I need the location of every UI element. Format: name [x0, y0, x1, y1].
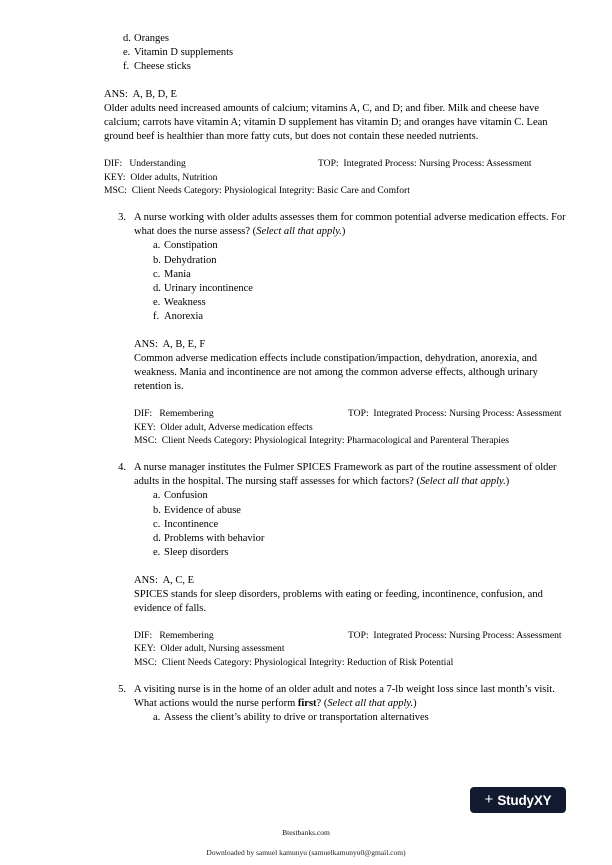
option-text: Cheese sticks — [134, 61, 191, 73]
metadata-msc-value: Client Needs Category: Physiological Integrity: Pharmacological and Parenteral Therapies — [161, 434, 509, 446]
metadata-row-key — [134, 642, 566, 655]
question-number: 4. — [118, 462, 126, 474]
option-letter: a. — [153, 712, 161, 724]
rationale-q3: Common adverse medication effects include constipation/impaction, dehydration, anorexia, and weakness. Mania and incontinence are not among the common adverse effects, although urinary retention is. — [134, 352, 541, 393]
metadata-row-msc — [134, 656, 566, 669]
question-stem-bold: first — [297, 697, 317, 709]
option-list-q3 — [134, 239, 566, 324]
metadata-block-q2 — [104, 157, 566, 197]
studyxy-label: StudyXY — [497, 792, 552, 808]
option-letter: e. — [123, 47, 131, 59]
list-item — [134, 268, 566, 282]
metadata-block-q4 — [134, 629, 566, 669]
metadata-dif-value: Remembering — [159, 630, 214, 642]
question-stem — [134, 211, 566, 239]
question-stem-text: A nurse manager institutes the Fulmer SPICES Framework as part of the routine assessment of older adults in the hospital. The nursing staff assesses for which factors? ( — [134, 462, 557, 488]
option-letter: b. — [153, 254, 161, 266]
metadata-dif: DIF: Remembering — [134, 408, 214, 420]
metadata-dif-value: Understanding — [129, 158, 186, 170]
question-stem-end: ) — [341, 226, 346, 238]
metadata-msc: MSC: Client Needs Category: Physiological Integrity: Pharmacological and Parenteral Therapies — [134, 434, 509, 446]
metadata-dif: DIF: Understanding — [104, 158, 186, 170]
metadata-key: KEY: Older adult, Adverse medication effects — [134, 421, 313, 433]
metadata-msc: MSC: Client Needs Category: Physiological Integrity: Basic Care and Comfort — [104, 184, 410, 196]
question-stem-end: ) — [413, 697, 417, 709]
option-text: Evidence of abuse — [164, 504, 241, 516]
metadata-row-msc — [104, 184, 566, 197]
rationale-q2: Older adults need increased amounts of calcium; vitamins A, C, and D; and fiber. Milk and cheese have calcium; carrots have vitamin A; vitamin D supplement has vitamin D; and oranges have vitamin C. Lean ground beef is healthier than more fatty cuts, but does not contain these needed nutrients. — [104, 102, 551, 143]
option-text: Confusion — [164, 490, 208, 502]
answer-line-q3: ANS: A, B, E, F — [134, 338, 206, 350]
answer-line-q4: ANS: A, C, E — [134, 574, 195, 586]
question-stem — [134, 461, 566, 489]
option-text: Weakness — [164, 297, 206, 309]
option-text: Assess the client’s ability to drive or transportation alternatives — [164, 712, 429, 724]
option-list-q4 — [134, 489, 566, 560]
option-letter: a. — [153, 490, 161, 502]
question-stem-text: A nurse working with older adults assesses them for common potential adverse medication effects. For what does the nurse assess? ( — [134, 212, 566, 238]
list-item — [134, 239, 566, 253]
list-item — [134, 489, 566, 503]
question-stem-end: ) — [505, 476, 510, 488]
list-item — [134, 532, 566, 546]
metadata-msc: MSC: Client Needs Category: Physiological Integrity: Reduction of Risk Potential — [134, 656, 454, 668]
question-number: 5. — [118, 683, 126, 695]
metadata-msc-value: Client Needs Category: Physiological Integrity: Basic Care and Comfort — [131, 184, 410, 196]
metadata-row-dif-top — [134, 629, 566, 642]
list-item — [134, 254, 566, 268]
question-stem-italic: Select all that apply. — [327, 697, 414, 709]
list-item — [134, 282, 566, 296]
option-letter: a. — [153, 240, 161, 252]
footer-site: Btestbanks.com — [282, 828, 330, 837]
option-letter: f. — [123, 61, 130, 73]
option-letter: c. — [153, 268, 161, 280]
option-list-q5 — [134, 711, 566, 725]
metadata-key-value: Older adult, Nursing assessment — [160, 643, 285, 655]
question-stem — [134, 683, 566, 711]
question-stem-italic: Select all that apply. — [256, 226, 342, 238]
metadata-dif-value: Remembering — [159, 408, 214, 420]
list-item — [104, 32, 566, 46]
document-body — [104, 32, 566, 725]
list-item — [134, 546, 566, 560]
question-stem-text-2: ? ( — [316, 697, 328, 709]
option-text: Mania — [164, 268, 191, 280]
question-stem-italic: Select all that apply. — [419, 476, 506, 488]
metadata-row-key — [134, 421, 566, 434]
question-3 — [104, 211, 566, 239]
question-stem-text: A visiting nurse is in the home of an older adult and notes a 7-lb weight loss since last month’s visit. What actions would the nurse perform — [134, 683, 555, 709]
question-4 — [104, 461, 566, 489]
metadata-top-value: Integrated Process: Nursing Process: Assessment — [343, 158, 532, 170]
list-item — [104, 60, 566, 74]
list-item — [134, 310, 566, 324]
option-text: Dehydration — [164, 254, 217, 266]
list-item — [134, 518, 566, 532]
footer-download-note: Downloaded by samuel kamunyu (samuelkamunyu0@gmail.com) — [206, 848, 406, 857]
option-letter: e. — [153, 297, 161, 309]
option-text: Anorexia — [164, 311, 204, 323]
option-letter: f. — [153, 311, 160, 323]
metadata-msc-value: Client Needs Category: Physiological Integrity: Reduction of Risk Potential — [161, 656, 454, 668]
option-letter: c. — [153, 518, 161, 530]
metadata-top-value: Integrated Process: Nursing Process: Assessment — [373, 408, 562, 420]
metadata-top: TOP: Integrated Process: Nursing Process: Assessment — [348, 408, 562, 420]
metadata-key: KEY: Older adults, Nutrition — [104, 171, 218, 183]
metadata-row-dif-top — [104, 157, 566, 170]
metadata-key-value: Older adult, Adverse medication effects — [160, 421, 313, 433]
metadata-row-key — [104, 171, 566, 184]
option-letter: b. — [153, 504, 161, 516]
option-text: Oranges — [134, 33, 169, 44]
option-letter: d. — [123, 33, 131, 44]
option-text: Incontinence — [164, 518, 219, 530]
metadata-dif: DIF: Remembering — [134, 630, 214, 642]
metadata-key: KEY: Older adult, Nursing assessment — [134, 643, 285, 655]
plus-icon: + — [484, 790, 494, 808]
rationale-q4: SPICES stands for sleep disorders, problems with eating or feeding, incontinence, confusion, and evidence of falls. — [134, 588, 546, 614]
metadata-row-dif-top — [134, 407, 566, 420]
option-text: Urinary incontinence — [164, 283, 253, 295]
option-text: Constipation — [164, 240, 218, 252]
studyxy-badge[interactable] — [470, 787, 566, 813]
metadata-top: TOP: Integrated Process: Nursing Process: Assessment — [348, 630, 562, 642]
metadata-top: TOP: Integrated Process: Nursing Process: Assessment — [318, 158, 532, 170]
metadata-key-value: Older adults, Nutrition — [130, 171, 218, 183]
answer-line-q2: ANS: A, B, D, E — [104, 88, 177, 100]
question-5 — [104, 683, 566, 711]
metadata-row-msc — [134, 434, 566, 447]
list-item — [134, 711, 566, 725]
option-text: Problems with behavior — [164, 533, 265, 545]
metadata-block-q3 — [134, 407, 566, 447]
list-item — [134, 296, 566, 310]
option-text: Vitamin D supplements — [134, 47, 234, 59]
question-number: 3. — [118, 212, 126, 224]
option-letter: e. — [153, 547, 161, 559]
option-text: Sleep disorders — [164, 547, 229, 559]
list-item — [134, 504, 566, 518]
metadata-top-value: Integrated Process: Nursing Process: Assessment — [373, 630, 562, 642]
option-list-q2-tail — [104, 32, 566, 75]
list-item — [104, 46, 566, 60]
option-letter: d. — [153, 533, 161, 545]
option-letter: d. — [153, 283, 161, 295]
